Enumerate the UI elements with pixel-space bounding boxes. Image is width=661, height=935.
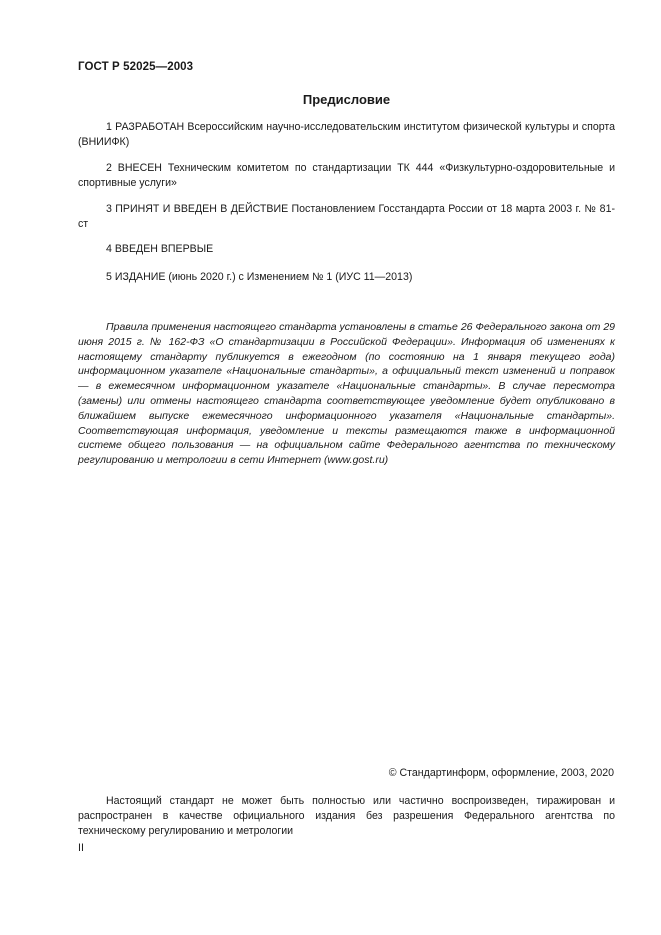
document-code: ГОСТ Р 52025—2003 (78, 61, 194, 73)
preface-item-developed: 1 РАЗРАБОТАН Всероссийским научно-исследовательским институтом физической культуры и спорта (ВНИИФК) (78, 121, 615, 149)
preface-item-first-introduced: 4 ВВЕДЕН ВПЕРВЫЕ (106, 243, 214, 256)
copyright-line: © Стандартинформ, оформление, 2003, 2020 (388, 767, 614, 779)
preface-item-adopted: 3 ПРИНЯТ И ВВЕДЕН В ДЕЙСТВИЕ Постановлением Госстандарта России от 18 марта 2003 г. № 81-ст (78, 202, 615, 231)
section-title: Предисловие (302, 92, 391, 107)
preface-items (78, 120, 615, 285)
preface-item-edition: 5 ИЗДАНИЕ (июнь 2020 г.) с Изменением № 1 (ИУС 11—2013) (106, 270, 413, 283)
preface-item-submitted: 2 ВНЕСЕН Техническим комитетом по стандартизации ТК 444 «Физкультурно-оздоровительные и спортивные услуги» (78, 161, 615, 190)
application-rules-notice: Правила применения настоящего стандарта установлены в статье 26 Федерального закона от 29 июня 2015 г. № 162-ФЗ «О стандартизации в Российской Федерации». Информация об изменениях к настоящему стандарту публикуется в ежегодном (по состоянию на 1 января текущего года) информационном указателе «Национальные стандарты», а официальный текст изменений и поправок — в ежемесячном информационном указателе «Национальные стандарты». В случае пересмотра (замены) или отмены настоящего стандарта соответствующее уведомление будет опубликовано в ближайшем выпуске ежемесячного информационного указателя «Национальные стандарты». Соответствующая информация, уведомление и тексты размещаются также в информационной системе общего пользования — на официальном сайте Федерального агентства по техническому регулированию и метрологии в сети Интернет (www.gost.ru) (78, 321, 615, 467)
page-number: II (78, 842, 84, 854)
reproduction-notice: Настоящий стандарт не может быть полностью или частично воспроизведен, тиражирован и распространен в качестве официального издания без разрешения Федерального агентства по техническому регулированию и метрологии (78, 795, 615, 838)
